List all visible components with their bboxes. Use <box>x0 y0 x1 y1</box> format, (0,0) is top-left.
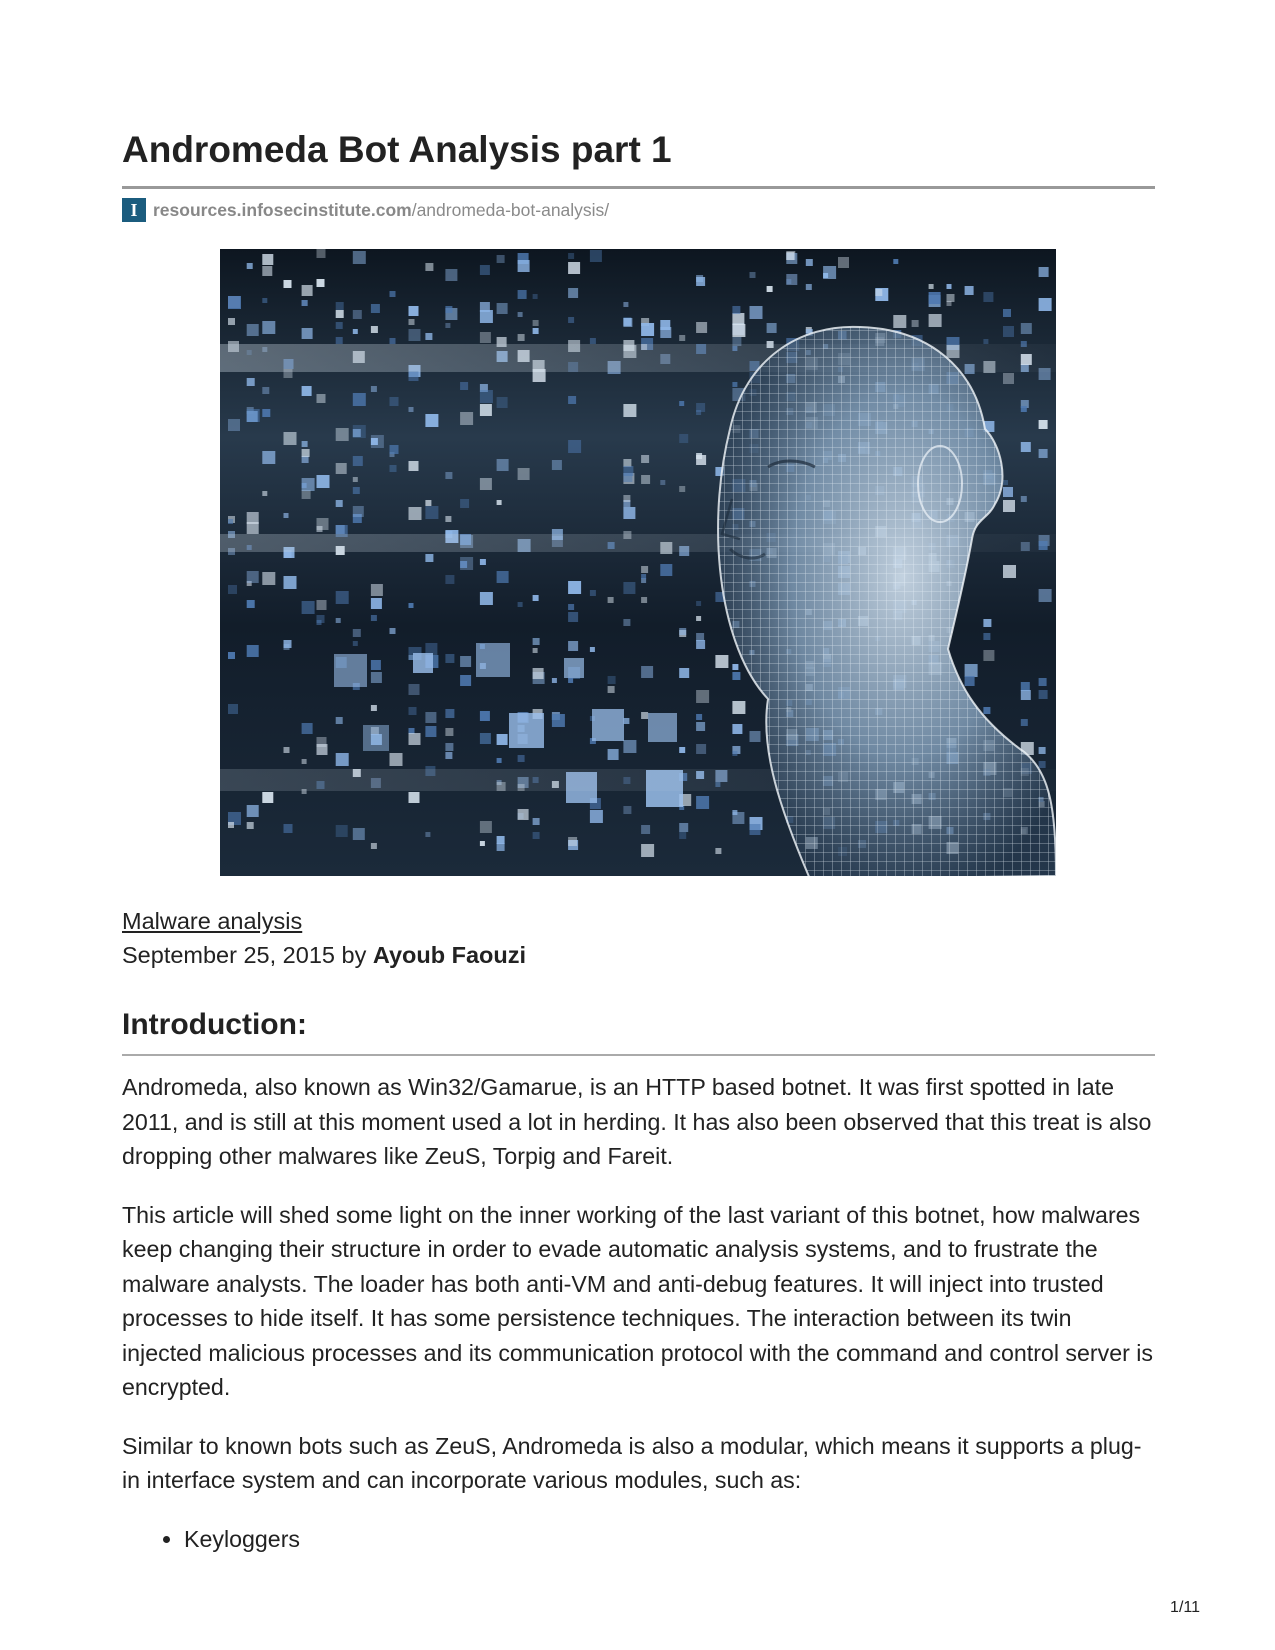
source-url[interactable] <box>153 200 609 221</box>
source-domain: resources.infosecinstitute.com <box>153 199 412 220</box>
site-favicon-icon: I <box>122 198 146 222</box>
category-link[interactable]: Malware analysis <box>122 908 303 934</box>
section-divider <box>122 1054 1155 1056</box>
article <box>122 128 1155 1556</box>
title-divider <box>122 186 1155 189</box>
intro-paragraph-3: Similar to known bots such as ZeuS, Andromeda is also a modular, which means it supports a plug-in interface system and can incorporate various modules, such as: <box>122 1432 1142 1493</box>
modules-list <box>122 1522 1155 1556</box>
article-meta <box>122 904 1155 972</box>
author-name: Ayoub Faouzi <box>372 942 527 968</box>
page-title: Andromeda Bot Analysis part 1 <box>122 129 672 170</box>
source-path: /andromeda-bot-analysis/ <box>411 199 610 220</box>
intro-paragraph-1: Andromeda, also known as Win32/Gamarue, is an HTTP based botnet. It was first spotted in late 2011, and is still at this moment used a lot in herding. It has also been observed that this treat is also dropping other malwares like ZeuS, Torpig and Fareit. <box>122 1074 1152 1169</box>
list-item: • Keyloggers <box>184 1522 1155 1556</box>
wireframe-head-illustration-icon <box>220 249 1056 876</box>
intro-paragraph-2: This article will shed some light on the inner working of the last variant of this botnet, how malwares keep changing their structure in order to evade automatic analysis systems, and to frustrate the malware analysts. The loader has both anti-VM and anti-debug features. It will inject into trusted processes to hide itself. It has some persistence techniques. The interaction between its twin injected malicious processes and its communication protocol with the command and control server is encrypted. <box>122 1201 1154 1400</box>
hero-image <box>220 249 1056 876</box>
byline-by: by <box>334 942 373 968</box>
page-number: 1/11 <box>1170 1599 1200 1616</box>
byline <box>122 938 1155 972</box>
source-line <box>122 198 1155 222</box>
publish-date: September 25, 2015 <box>122 942 335 968</box>
section-heading: Introduction: <box>122 1008 307 1041</box>
